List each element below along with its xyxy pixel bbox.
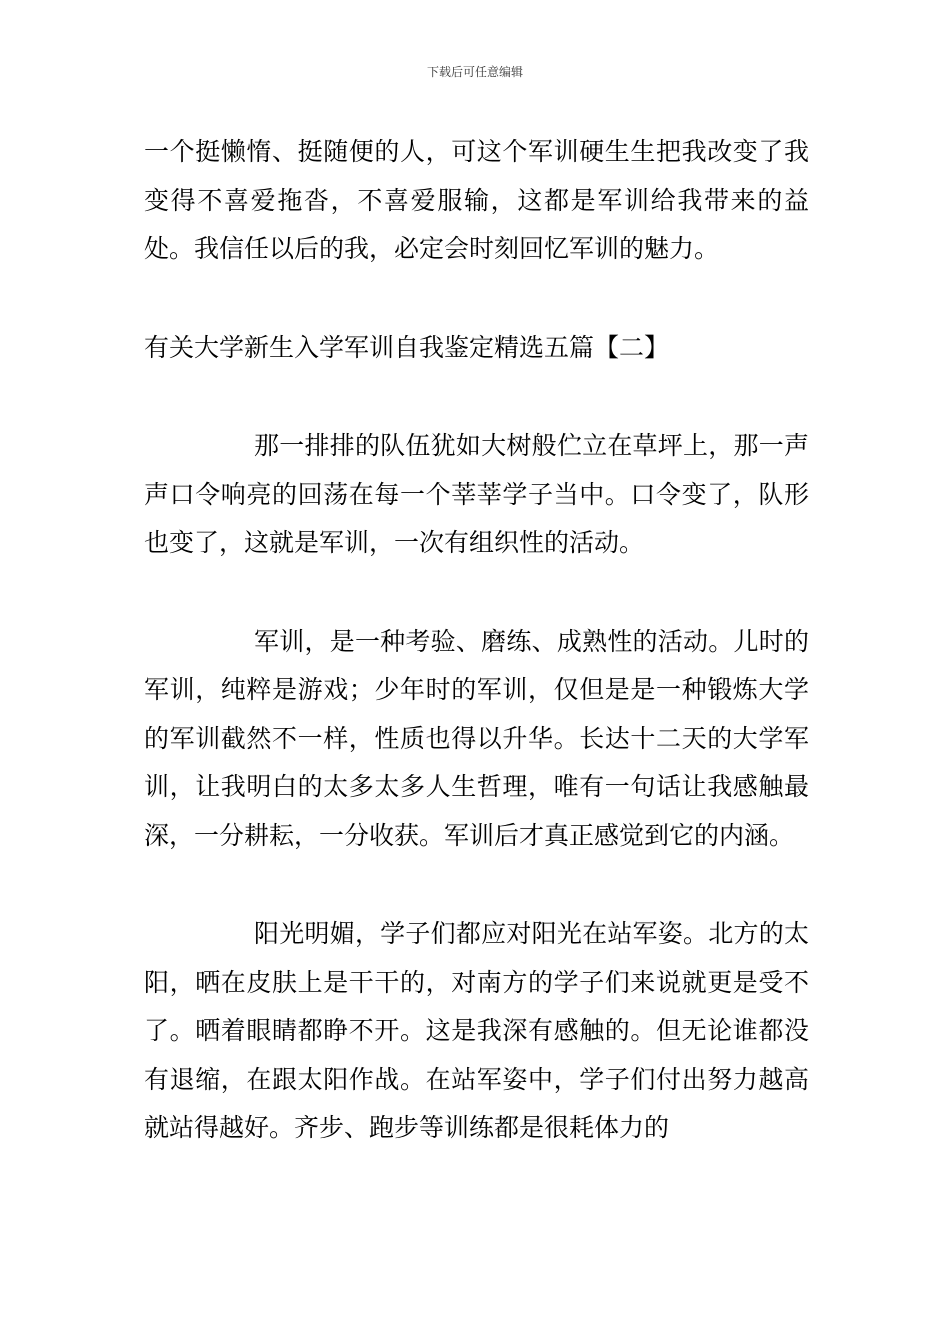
paragraph-3: 阳光明媚，学子们都应对阳光在站军姿。北方的太阳，晒在皮肤上是干干的，对南方的学子们来说就更是受不了。晒着眼睛都睁不开。这是我深有感触的。但无论谁都没有退缩，在跟太阳作战。在站军姿中，学子们付出努力越高就站得越好。齐步、跑步等训练都是很耗体力的 [144,919,809,1142]
paragraph-gap [144,568,809,618]
paragraph-gap [144,860,809,910]
paragraph-continuation: 一个挺懒惰、挺随便的人，可这个军训硬生生把我改变了我变得不喜爱拖沓，不喜爱服输，这都是军训给我带来的益处。我信任以后的我，必定会时刻回忆军训的魅力。 [144,137,809,263]
paragraph-2: 军训，是一种考验、磨练、成熟性的活动。儿时的军训，纯粹是游戏；少年时的军训，仅但是是一种锻炼大学的军训截然不一样，性质也得以升华。长达十二天的大学军训，让我明白的太多太多人生哲理，唯有一句话让我感触最深，一分耕耘，一分收获。军训后才真正感觉到它的内涵。 [144,626,809,850]
paragraph-gap [144,372,809,422]
document-body [144,128,809,1153]
page-header: 下载后可任意编辑 [426,65,523,79]
section-title: 有关大学新生入学军训自我鉴定精选五篇【二】 [144,332,670,362]
paragraph-1: 那一排排的队伍犹如大树般伫立在草坪上，那一声声口令响亮的回荡在每一个莘莘学子当中。口令变了，队形也变了，这就是军训，一次有组织性的活动。 [144,431,809,557]
paragraph-gap [144,274,809,324]
